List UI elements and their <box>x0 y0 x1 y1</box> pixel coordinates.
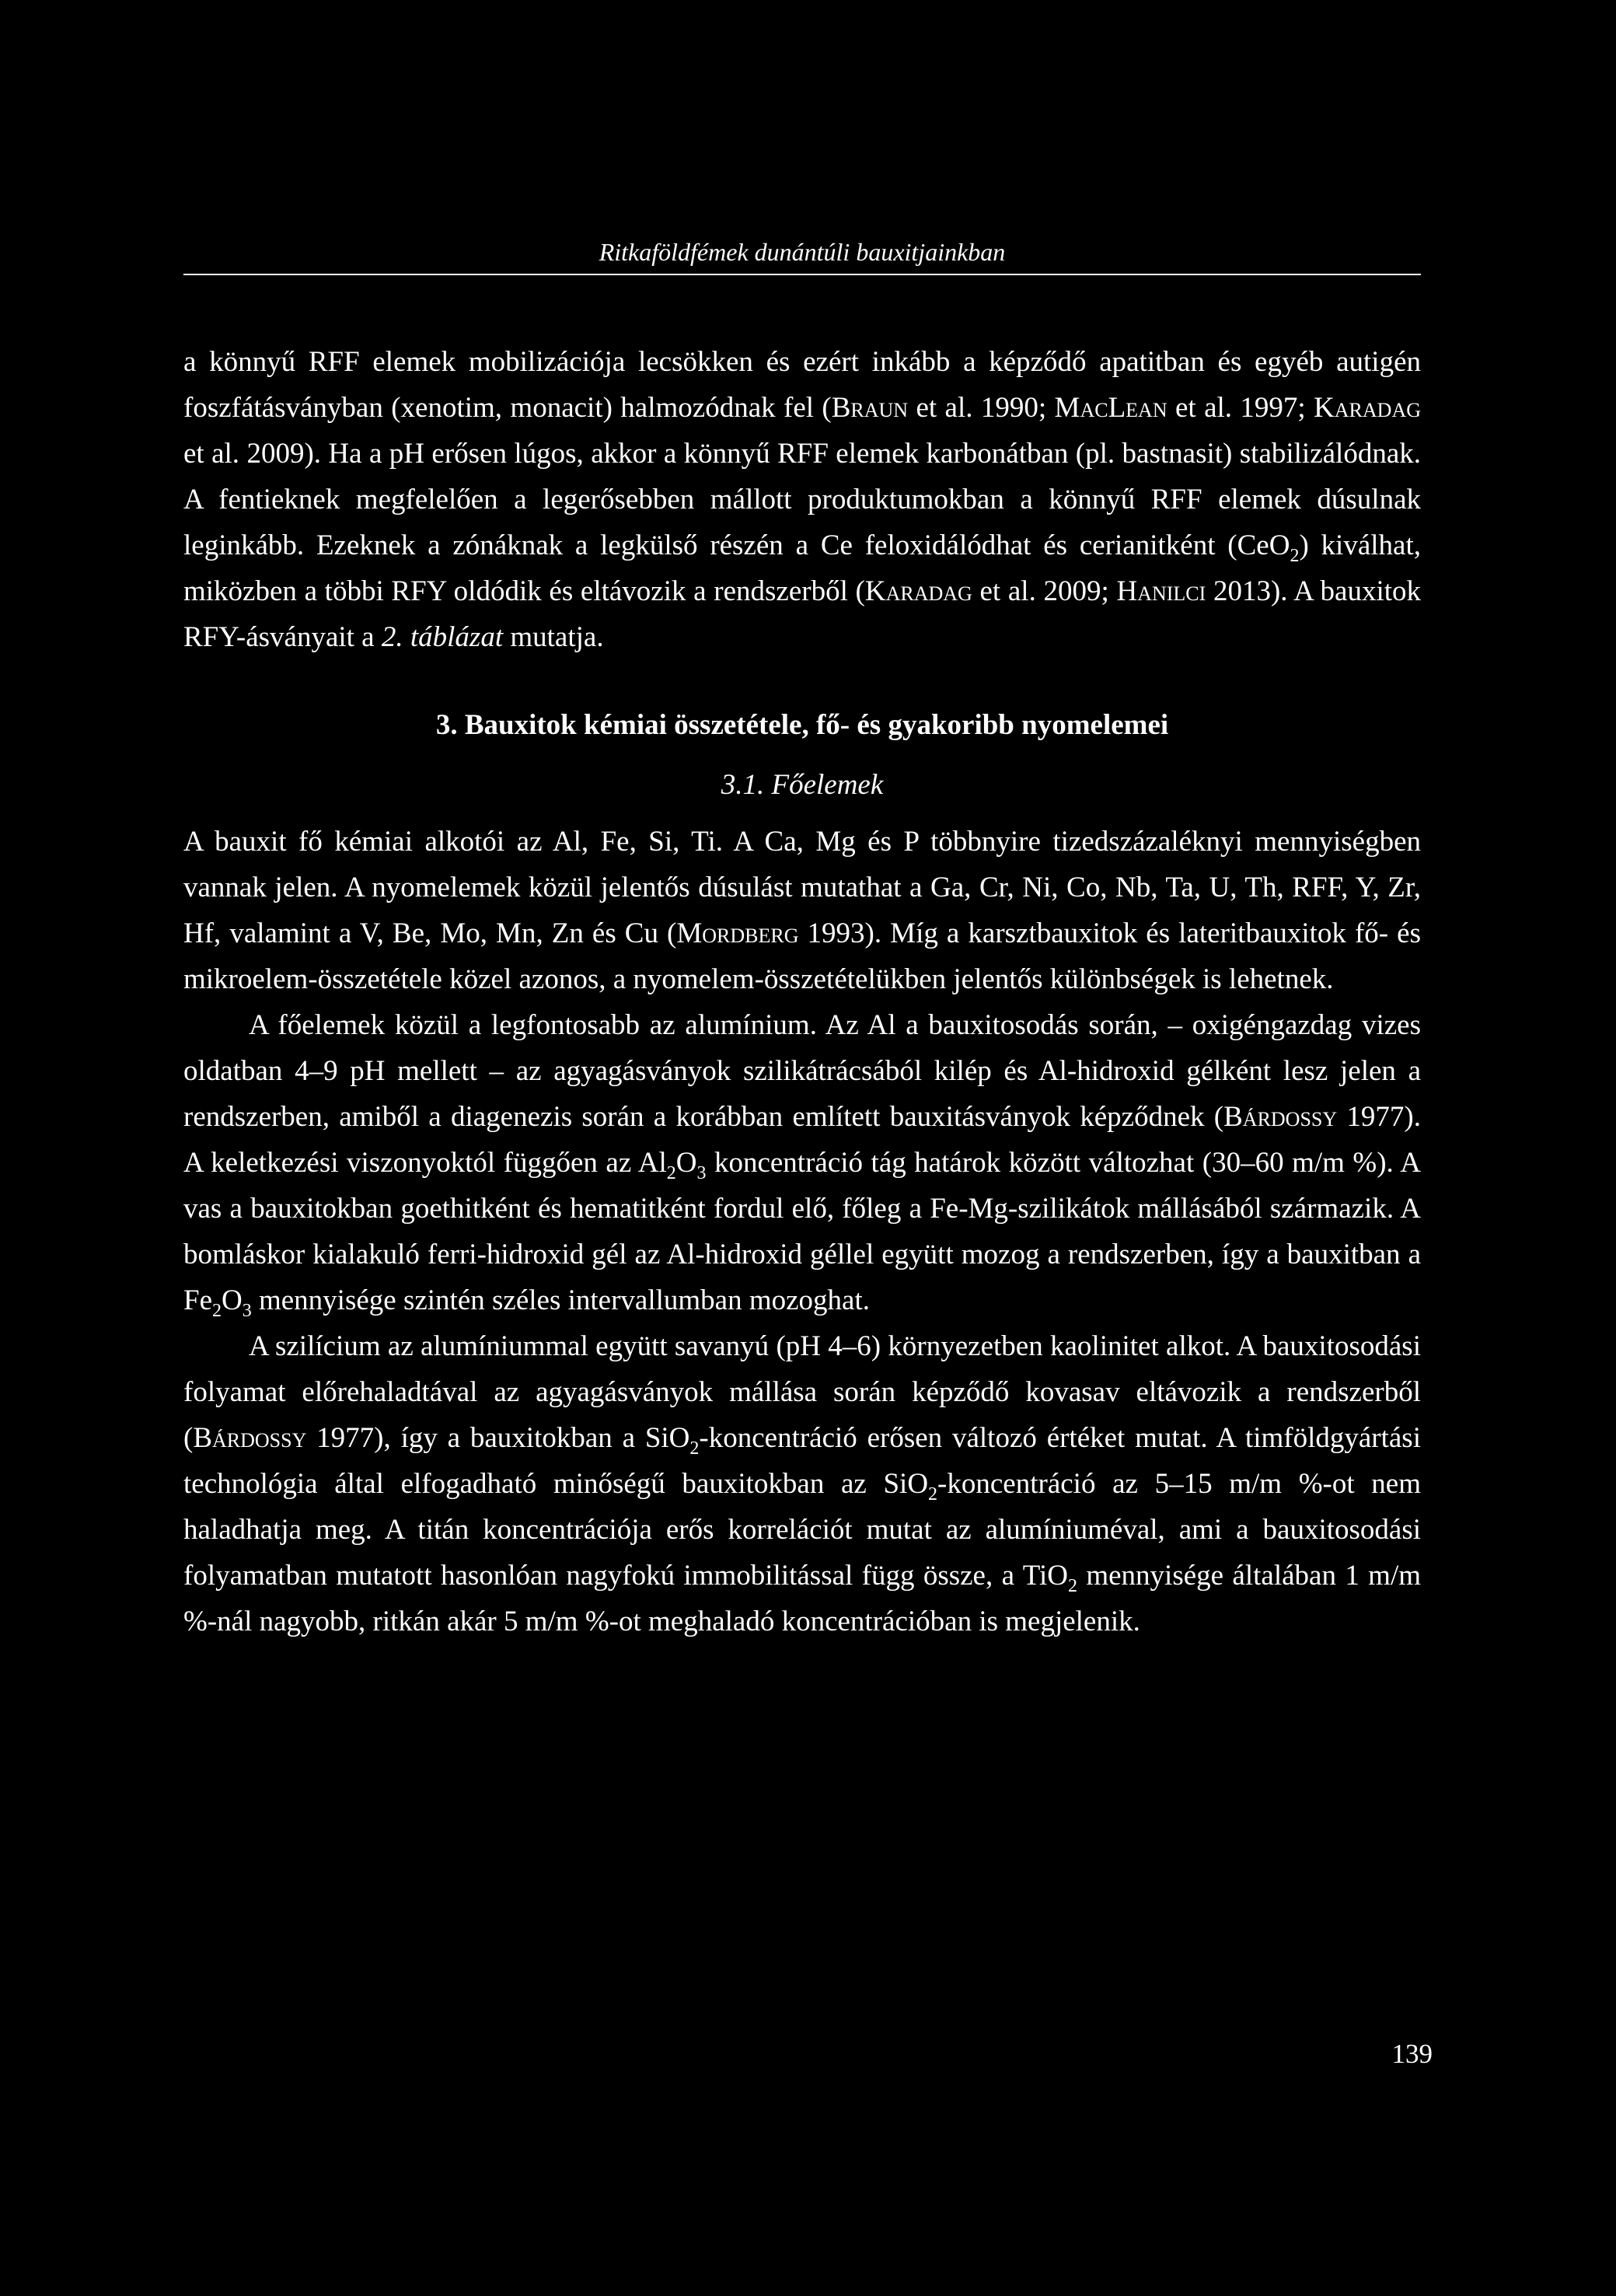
author-citation: Hanilci <box>1116 575 1206 607</box>
author-citation: Braun <box>831 392 909 424</box>
text-run: a könnyű RFF elemek mobilizációja lecsökken és ezért inkább a képződő apatitban és egyéb autigén foszfátásványban (xenotim, monacit) halmozódnak fel ( <box>183 346 1421 424</box>
text-run: -koncentráció az 5–15 m/m %-ot nem haladhatja meg. A titán koncentrációja erős korrelációt mutat az alumíniuméval, ami a bauxitosodási folyamatban mutatott hasonlóan nagyfokú immobilitással függ össze, a TiO <box>183 1468 1421 1592</box>
text-run: et al. 1997; <box>1167 392 1314 424</box>
text-run: A főelemek közül a legfontosabb az alumínium. Az Al a bauxitosodás során, – oxigéngazdag vizes oldatban 4–9 pH mellett – az agyagásványok szilikátrácsából kilép és Al-hidroxid gélként lesz jelen a rendszerben, amiből a diagenezis során a korábban említett bauxitásványok képződnek ( <box>183 1009 1421 1133</box>
text-run: A szilícium az alumíniummal együtt savanyú (pH 4–6) környezetben kaolinitet alkot. A bauxitosodási folyamat előrehaladtával az agyagásványok mállása során képződő kovasav eltávozik a rendszerből ( <box>183 1330 1421 1454</box>
text-run: et al. 2009). Ha a pH erősen lúgos, akkor a könnyű RFF elemek karbonátban (pl. bastnasit) stabilizálódnak. A fentieknek megfelelően a legerősebben mállott produktumokban a könnyű RFF elemek dúsulnak leginkább. Ezeknek a zónáknak a legkülső részén a Ce feloxidálódhat és cerianitként (CeO <box>183 438 1421 561</box>
paragraph-2 <box>183 819 1421 1002</box>
author-citation: Mordberg <box>676 917 799 949</box>
page-body <box>183 339 1421 1644</box>
author-citation: Karadag <box>1314 392 1422 424</box>
subscript: 2 <box>689 1438 700 1459</box>
text-run: 2013). A bauxitok RFY-ásványait a <box>183 575 1422 653</box>
text-run: 1977), így a bauxitokban a SiO <box>306 1422 690 1454</box>
author-citation: Bárdossy <box>193 1422 307 1454</box>
page-number: 139 <box>1391 2039 1433 2069</box>
text-run: -koncentráció erősen változó értéket mutat. A timföldgyártási technológia által elfogadható minőségű bauxitokban az SiO <box>183 1422 1421 1500</box>
table-reference: 2. táblázat <box>381 621 504 653</box>
text-run: koncentráció tág határok között változhat (30–60 m/m %). A vas a bauxitokban goethitként és hematitként fordul elő, főleg a Fe-Mg-szilikátok mállásából származik. A bomláskor kialakuló ferri-hidroxid gél az Al-hidroxid géllel együtt mozog a rendszerben, így a bauxitban a Fe <box>183 1147 1421 1316</box>
subscript: 2 <box>666 1163 676 1183</box>
subscript: 2 <box>1068 1576 1077 1596</box>
paragraph-3 <box>183 1002 1421 1323</box>
text-run: et al. 2009; <box>972 575 1117 607</box>
running-head: Ritkaföldfémek dunántúli bauxitjainkban <box>599 238 1006 266</box>
subscript: 3 <box>242 1301 252 1321</box>
text-run: et al. 1990; <box>908 392 1055 424</box>
header-rule <box>183 274 1421 275</box>
author-citation: Bárdossy <box>1223 1101 1338 1133</box>
paragraph-4 <box>183 1323 1421 1644</box>
subscript: 2 <box>1290 546 1300 566</box>
text-run: ) kiválhat, miközben a többi RFY oldódik és eltávozik a rendszerből ( <box>183 529 1421 607</box>
text-run: A bauxit fő kémiai alkotói az Al, Fe, Si, Ti. A Ca, Mg és P többnyire tizedszázaléknyi mennyiségben vannak jelen. A nyomelemek közül jelentős dúsulást mutathat a Ga, Cr, Ni, Co, Nb, Ta, U, Th, RFF, Y, Zr, Hf, valamint a V, Be, Mo, Mn, Zn és Cu ( <box>183 826 1421 949</box>
text-run: mutatja. <box>503 621 604 653</box>
author-citation: MacLean <box>1054 392 1167 424</box>
subscript: 3 <box>696 1163 707 1183</box>
subsection-heading: 3.1. Főelemek <box>721 769 884 801</box>
author-citation: Karadag <box>864 575 972 607</box>
text-run: 1993). Míg a karsztbauxitok és lateritbauxitok fő- és mikroelem-összetétele közel azonos, a nyomelem-összetételükben jelentős különbségek is lehetnek. <box>183 917 1422 995</box>
text-run: O <box>675 1147 697 1179</box>
paragraph-1 <box>183 339 1421 660</box>
text-run: mennyisége szintén széles intervallumban mozoghat. <box>251 1284 870 1316</box>
text-run: O <box>222 1284 243 1316</box>
subscript: 2 <box>212 1301 222 1321</box>
text-run: mennyisége általában 1 m/m %-nál nagyobb, ritkán akár 5 m/m %-ot meghaladó koncentrációban is megjelenik. <box>183 1560 1422 1637</box>
subscript: 2 <box>928 1484 938 1504</box>
text-run: 1977). A keletkezési viszonyoktól függően az Al <box>183 1101 1421 1179</box>
section-heading: 3. Bauxitok kémiai összetétele, fő- és gyakoribb nyomelemei <box>435 709 1169 741</box>
